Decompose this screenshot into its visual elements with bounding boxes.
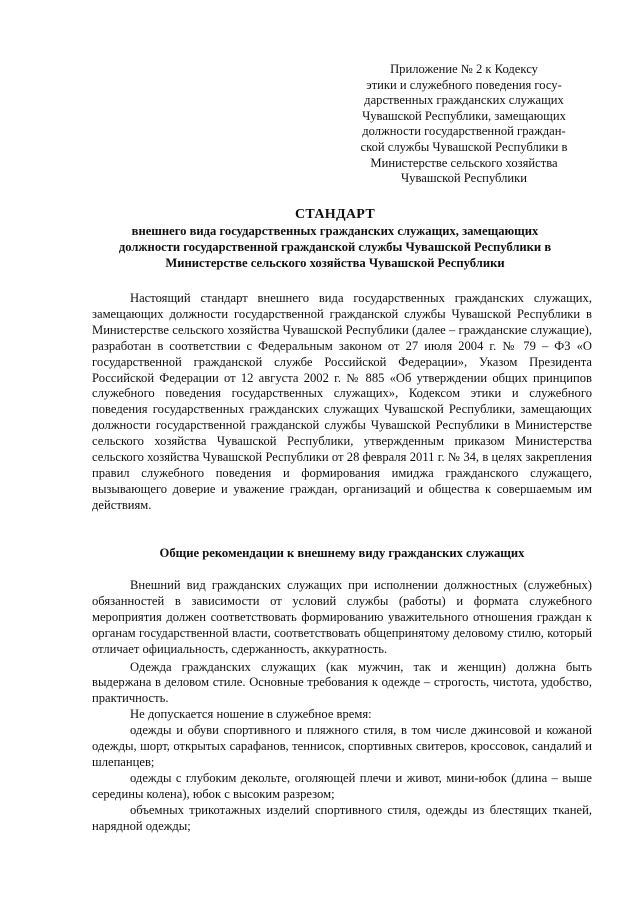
appendix-line: должности государственной граждан- <box>362 124 566 139</box>
section-heading: Общие рекомендации к внешнему виду гражданских служащих <box>159 546 525 560</box>
intro-paragraph: Настоящий стандарт внешнего вида государственных гражданских служащих, замещающих должности государственной гражданской службы Чувашской Республики в Министерстве сельского хозяйства Чувашской Республики (далее – гражданские служащие), разработан в соответствии с Федеральным законом от 27 июля 2004 г. № 79 – ФЗ «О государственной гражданской службе Российской Федерации», Указом Президента Российской Федерации от 12 августа 2002 г. № 885 «Об утверждении общих принципов служебного поведения государственных служащих», Кодексом этики и служебного поведения государственных гражданских служащих Чувашской Республики, замещающих должности государственной гражданской службы Чувашской Республики в Министерстве сельского хозяйства Чувашской Республики, утвержденным приказом Министерства сельского хозяйства Чувашской Республики от 28 февраля 2011 г. № 34, в целях закрепления правил служебного поведения и формирования имиджа гражданского служащего, вызывающего доверие и уважение граждан, организаций и общества к совершаемым им действиям. <box>92 291 592 512</box>
list-item: одежды и обуви спортивного и пляжного стиля, в том числе джинсовой и кожаной одежды, шорт, открытых сарафанов, теннисок, спортивных свитеров, кроссовок, сандалий и шлепанцев; <box>92 723 592 769</box>
appendix-line: Приложение № 2 к Кодексу <box>390 62 538 76</box>
appendix-line: ской службы Чувашской Республики в <box>360 139 568 154</box>
title-sub-line: должности государственной гражданской службы Чувашской Республики в <box>118 240 552 254</box>
appendix-line: Чувашской Республики <box>401 171 527 186</box>
body-paragraph: Одежда гражданских служащих (как мужчин, так и женщин) должна быть выдержана в деловом стиле. Основные требования к одежде – строгость, чистота, удобство, практичность. <box>92 659 592 706</box>
list-item: объемных трикотажных изделий спортивного стиля, одежды из блестящих тканей, нарядной одежды; <box>92 802 592 833</box>
appendix-note <box>338 62 590 187</box>
document-title <box>80 206 590 271</box>
intro-section <box>92 291 592 514</box>
appendix-line: Чувашской Республики, замещающих <box>362 108 566 123</box>
appendix-line: этики и служебного поведения госу- <box>366 77 562 92</box>
appendix-line: Министерстве сельского хозяйства <box>370 155 558 170</box>
title-subtitle <box>80 223 590 271</box>
title-main: СТАНДАРТ <box>295 207 375 222</box>
list-item: одежды с глубоким декольте, оголяющей плечи и живот, мини-юбок (длина – выше середины колена), юбок с высоким разрезом; <box>92 770 592 801</box>
title-sub-line: Министерстве сельского хозяйства Чувашской Республики <box>165 256 505 270</box>
recommendations-section <box>92 578 592 835</box>
title-sub-line: внешнего вида государственных гражданских служащих, замещающих <box>131 224 539 238</box>
appendix-line: дарственных гражданских служащих <box>364 93 564 108</box>
body-paragraph: Не допускается ношение в служебное время: <box>130 707 372 722</box>
body-paragraph: Внешний вид гражданских служащих при исполнении должностных (служебных) обязанностей в зависимости от условий службы (работы) и формата служебного мероприятия должен соответствовать формированию уважительного отношения граждан к органам государственной власти, соответствовать общепринятому деловому стилю, который отличает официальность, сдержанность, аккуратность. <box>92 578 592 656</box>
